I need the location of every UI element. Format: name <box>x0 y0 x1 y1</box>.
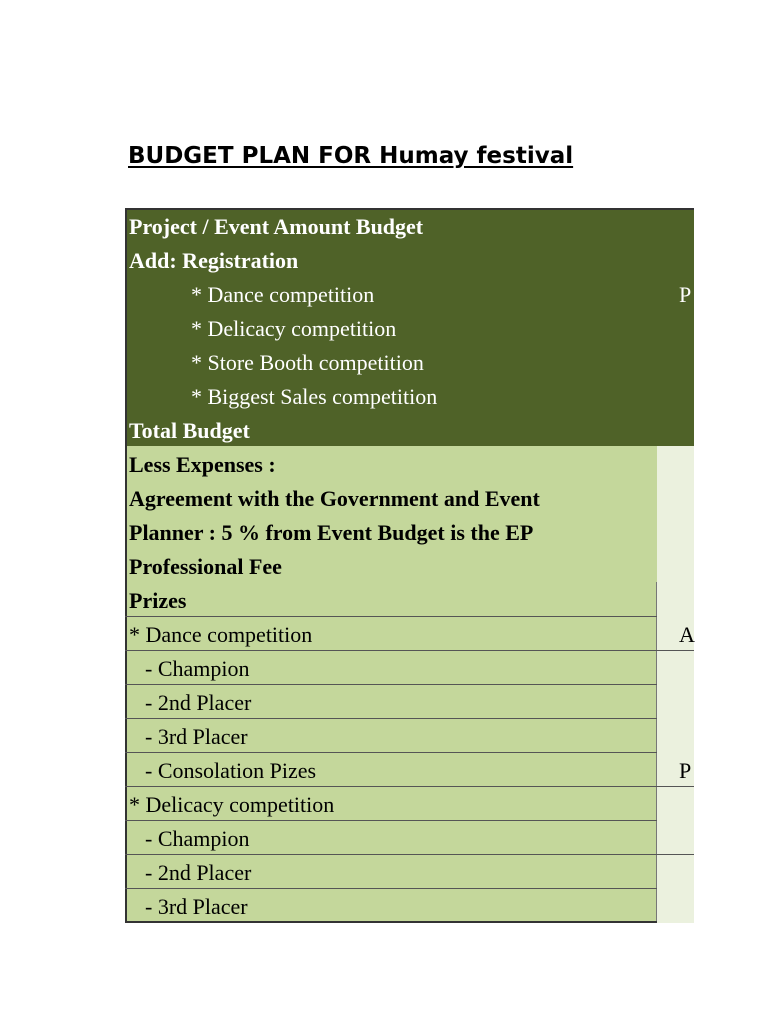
row-reg-biggest-sales: * Biggest Sales competition <box>191 384 438 409</box>
row-less-expenses: Less Expenses : <box>129 452 276 477</box>
row-divider <box>125 854 694 855</box>
row-add-registration: Add: Registration <box>129 248 299 273</box>
row-dance-consolation: - Consolation Pizes <box>145 758 317 783</box>
row-divider <box>125 786 694 787</box>
budget-table <box>125 208 694 923</box>
table-bottom-border <box>125 921 657 923</box>
row-reg-dance: * Dance competition <box>191 282 375 307</box>
row-dance-3rd: - 3rd Placer <box>145 724 248 749</box>
cut-off-amount: A <box>679 622 695 647</box>
row-divider <box>125 616 657 617</box>
row-reg-store-booth: * Store Booth competition <box>191 350 424 375</box>
amount-column <box>657 446 694 923</box>
row-dance-champion: - Champion <box>145 656 250 681</box>
row-divider <box>125 820 657 821</box>
row-agreement-3: Professional Fee <box>129 554 282 579</box>
row-prizes: Prizes <box>129 588 187 613</box>
row-divider <box>125 684 657 685</box>
row-divider <box>125 888 657 889</box>
row-reg-delicacy: * Delicacy competition <box>191 316 397 341</box>
row-agreement-1: Agreement with the Government and Event <box>129 486 540 511</box>
row-dance-2nd: - 2nd Placer <box>145 690 252 715</box>
row-divider <box>125 718 657 719</box>
cut-off-amount: P <box>679 758 692 783</box>
row-delicacy-3rd: - 3rd Placer <box>145 894 248 919</box>
row-divider <box>125 752 657 753</box>
page-title: BUDGET PLAN FOR Humay festival <box>128 143 574 169</box>
row-delicacy-champion: - Champion <box>145 826 250 851</box>
row-event-amount-budget: Project / Event Amount Budget <box>129 214 424 239</box>
row-prize-delicacy: * Delicacy competition <box>129 792 335 817</box>
row-delicacy-2nd: - 2nd Placer <box>145 860 252 885</box>
row-prize-dance: * Dance competition <box>129 622 313 647</box>
cut-off-amount: P <box>679 282 692 307</box>
row-divider <box>125 650 694 651</box>
row-total-budget: Total Budget <box>129 418 250 443</box>
row-agreement-2: Planner : 5 % from Event Budget is the EP <box>129 520 534 545</box>
